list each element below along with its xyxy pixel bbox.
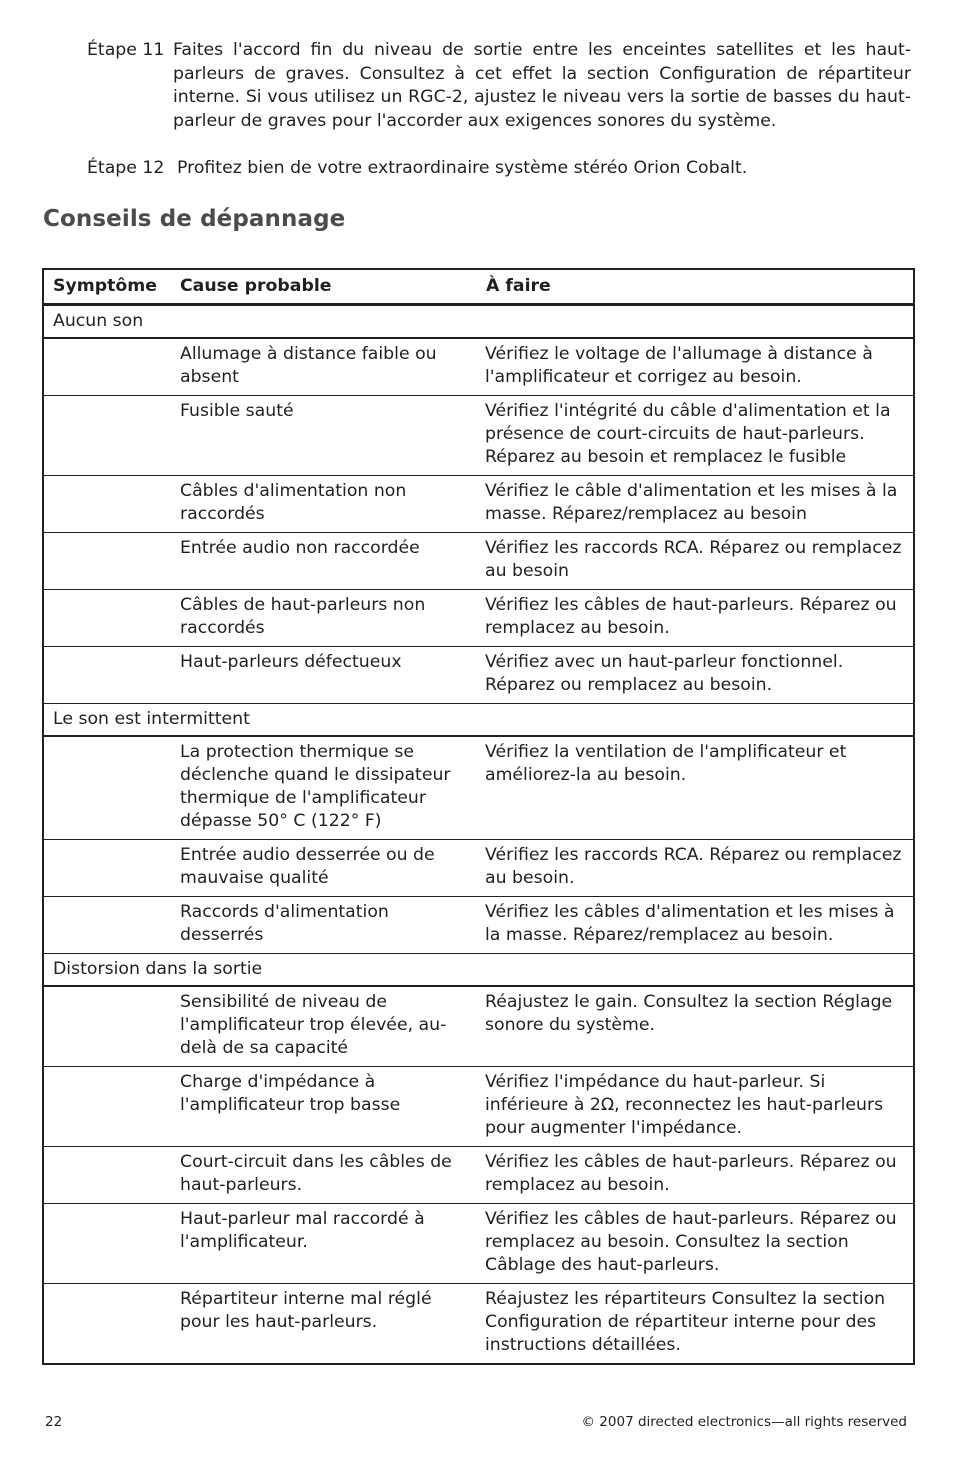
action-cell: Vérifiez le câble d'alimentation et les mises à la masse. Réparez/remplacez au besoin [477, 476, 914, 533]
table-row [43, 1204, 914, 1284]
cause-cell: Raccords d'alimentation desserrés [171, 897, 477, 954]
header-cause: Cause probable [171, 269, 477, 305]
cause-cell: Câbles de haut-parleurs non raccordés [171, 590, 477, 647]
step-label: Étape 11 [87, 40, 165, 60]
symptom-cell [43, 533, 171, 590]
cause-cell: La protection thermique se déclenche quand le dissipateur thermique de l'amplificateur dépasse 50° C (122° F) [171, 736, 477, 840]
action-cell: Réajustez le gain. Consultez la section Réglage sonore du système. [477, 986, 914, 1067]
category-row [43, 704, 914, 737]
action-cell: Réajustez les répartiteurs Consultez la section Configuration de répartiteur interne pour des instructions détaillées. [477, 1284, 914, 1365]
category-row [43, 954, 914, 987]
table-row [43, 986, 914, 1067]
header-action: À faire [477, 269, 914, 305]
action-cell: Vérifiez avec un haut-parleur fonctionnel. Réparez ou remplacez au besoin. [477, 647, 914, 704]
action-cell: Vérifiez les raccords RCA. Réparez ou remplacez au besoin [477, 533, 914, 590]
cause-cell: Haut-parleur mal raccordé à l'amplificateur. [171, 1204, 477, 1284]
cause-cell: Allumage à distance faible ou absent [171, 338, 477, 396]
step-12 [87, 157, 911, 181]
table-row [43, 840, 914, 897]
table-header-row [43, 269, 914, 305]
category-symptom: Le son est intermittent [43, 704, 914, 737]
category-symptom: Distorsion dans la sortie [43, 954, 914, 987]
symptom-cell [43, 1147, 171, 1204]
symptom-cell [43, 647, 171, 704]
table-row [43, 897, 914, 954]
table-row [43, 533, 914, 590]
table-row [43, 396, 914, 476]
action-cell: Vérifiez l'impédance du haut-parleur. Si inférieure à 2Ω, reconnectez les haut-parleurs pour augmenter l'impédance. [477, 1067, 914, 1147]
action-cell: Vérifiez les câbles de haut-parleurs. Réparez ou remplacez au besoin. [477, 1147, 914, 1204]
action-cell: Vérifiez les raccords RCA. Réparez ou remplacez au besoin. [477, 840, 914, 897]
cause-cell: Haut-parleurs défectueux [171, 647, 477, 704]
table-row [43, 1147, 914, 1204]
page-number: 22 [45, 1414, 63, 1430]
cause-cell: Entrée audio non raccordée [171, 533, 477, 590]
symptom-cell [43, 396, 171, 476]
table-row [43, 1067, 914, 1147]
table-row [43, 476, 914, 533]
cause-cell: Charge d'impédance à l'amplificateur trop basse [171, 1067, 477, 1147]
copyright-notice: © 2007 directed electronics—all rights reserved [581, 1414, 907, 1430]
action-cell: Vérifiez les câbles d'alimentation et les mises à la masse. Réparez/remplacez au besoin. [477, 897, 914, 954]
step-11 [87, 39, 911, 133]
action-cell: Vérifiez l'intégrité du câble d'alimentation et la présence de court-circuits de haut-parleurs. Réparez au besoin et remplacez le fusible [477, 396, 914, 476]
table-row [43, 736, 914, 840]
action-cell: Vérifiez les câbles de haut-parleurs. Réparez ou remplacez au besoin. [477, 590, 914, 647]
table-row [43, 647, 914, 704]
cause-cell: Fusible sauté [171, 396, 477, 476]
section-title: Conseils de dépannage [43, 206, 346, 232]
symptom-cell [43, 840, 171, 897]
category-row [43, 305, 914, 339]
table-row [43, 338, 914, 396]
cause-cell: Sensibilité de niveau de l'amplificateur trop élevée, au-delà de sa capacité [171, 986, 477, 1067]
cause-cell: Court-circuit dans les câbles de haut-parleurs. [171, 1147, 477, 1204]
symptom-cell [43, 590, 171, 647]
step-text: Profitez bien de votre extraordinaire système stéréo Orion Cobalt. [177, 158, 748, 178]
category-symptom: Aucun son [43, 305, 914, 339]
symptom-cell [43, 1204, 171, 1284]
table-row [43, 1284, 914, 1365]
symptom-cell [43, 1284, 171, 1365]
step-text: Faites l'accord fin du niveau de sortie entre les enceintes satellites et les haut-parleurs de graves. Consultez à cet effet la section Configuration de répartiteur interne. Si vous utilisez un RGC-2, ajustez le niveau vers la sortie de basses du haut-parleur de graves pour l'accorder aux exigences sonores du système. [173, 40, 911, 131]
action-cell: Vérifiez la ventilation de l'amplificateur et améliorez-la au besoin. [477, 736, 914, 840]
table-row [43, 590, 914, 647]
symptom-cell [43, 736, 171, 840]
cause-cell: Répartiteur interne mal réglé pour les haut-parleurs. [171, 1284, 477, 1365]
step-label: Étape 12 [87, 158, 165, 178]
cause-cell: Entrée audio desserrée ou de mauvaise qualité [171, 840, 477, 897]
action-cell: Vérifiez les câbles de haut-parleurs. Réparez ou remplacez au besoin. Consultez la section Câblage des haut-parleurs. [477, 1204, 914, 1284]
cause-cell: Câbles d'alimentation non raccordés [171, 476, 477, 533]
symptom-cell [43, 338, 171, 396]
symptom-cell [43, 897, 171, 954]
troubleshooting-table [42, 268, 915, 1365]
action-cell: Vérifiez le voltage de l'allumage à distance à l'amplificateur et corrigez au besoin. [477, 338, 914, 396]
header-symptom: Symptôme [43, 269, 171, 305]
symptom-cell [43, 1067, 171, 1147]
symptom-cell [43, 476, 171, 533]
symptom-cell [43, 986, 171, 1067]
